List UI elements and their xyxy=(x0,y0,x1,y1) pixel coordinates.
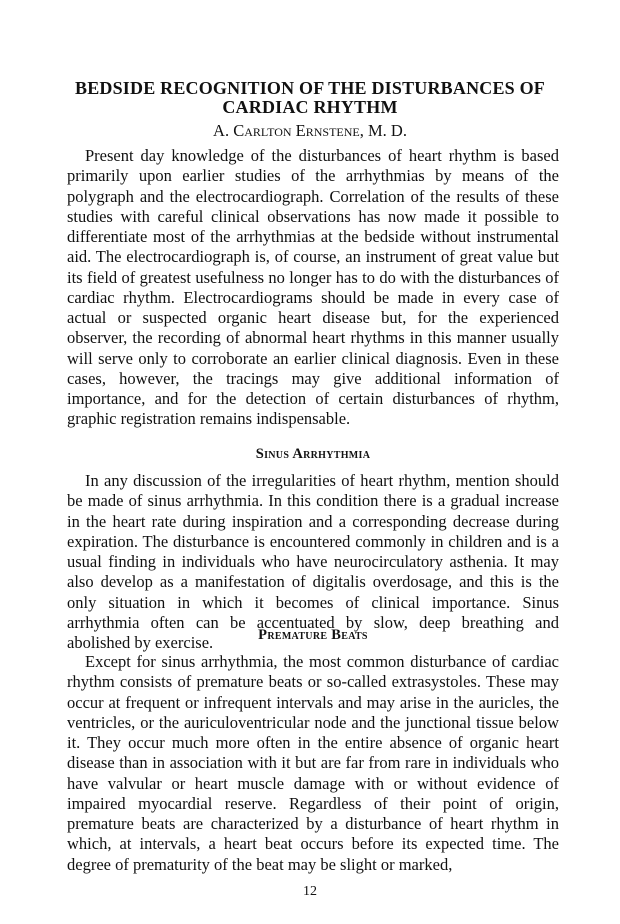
section-heading-premature-beats: Premature Beats xyxy=(258,627,368,643)
author-byline: A. Carlton Ernstene, M. D. xyxy=(213,121,407,140)
premature-beats-paragraph: Except for sinus arrhythmia, the most common disturbance of cardiac rhythm consists of premature beats or so-called extrasystoles. These may occur at frequent or infrequent intervals and may arise in the auricles, the ventricles, or the auriculoventricular node and the junctional tissue below it. They occur much more often in the entire absence of organic heart disease than in association with it but are far from rare in individuals who have valvular or heart muscle damage with or without evidence of impaired myocardial reserve. Regardless of their point of origin, premature beats are characterized by a disturbance of heart rhythm in which, at intervals, a heart beat occurs before its expected time. The degree of prematurity of the beat may be slight or marked, xyxy=(67,652,559,874)
section-heading-sinus-arrhythmia: Sinus Arrhythmia xyxy=(255,446,371,462)
article-title-line-2: CARDIAC RHYTHM xyxy=(222,97,398,117)
intro-paragraph: Present day knowledge of the disturbances of heart rhythm is based primarily upon earlier studies of the arrhythmias by means of the polygraph and the electrocardiograph. Correlation of the results of these studies with careful clinical observations has now made it possible to differentiate most of the arrhythmias at the bedside without instrumental aid. The electrocardiograph is, of course, an instrument of great value but its field of greatest usefulness no longer has to do with the disturbances of cardiac rhythm. Electrocardiograms should be made in every case of actual or suspected organic heart disease but, for the experienced observer, the recording of abnormal heart rhythms in this manner usually will serve only to corroborate an earlier clinical diagnosis. Even in these cases, however, the tracings may give additional information of importance, and for the detection of certain disturbances of rhythm, graphic registration remains indispensable. xyxy=(67,146,559,429)
sinus-arrhythmia-paragraph: In any discussion of the irregularities of heart rhythm, mention should be made of sinus arrhythmia. In this condition there is a gradual increase in the heart rate during inspiration and a corresponding decrease during expiration. The disturbance is encountered commonly in children and is a usual finding in individuals who have neurocirculatory asthenia. It may also develop as a manifestation of digitalis overdosage, and this is the only situation in which it becomes of clinical importance. Sinus arrhythmia often can be accentuated by slow, deep breathing and abolished by exercise. xyxy=(67,471,559,652)
article-title-line-1: BEDSIDE RECOGNITION OF THE DISTURBANCES OF xyxy=(74,78,545,98)
page-number: 12 xyxy=(303,884,317,899)
